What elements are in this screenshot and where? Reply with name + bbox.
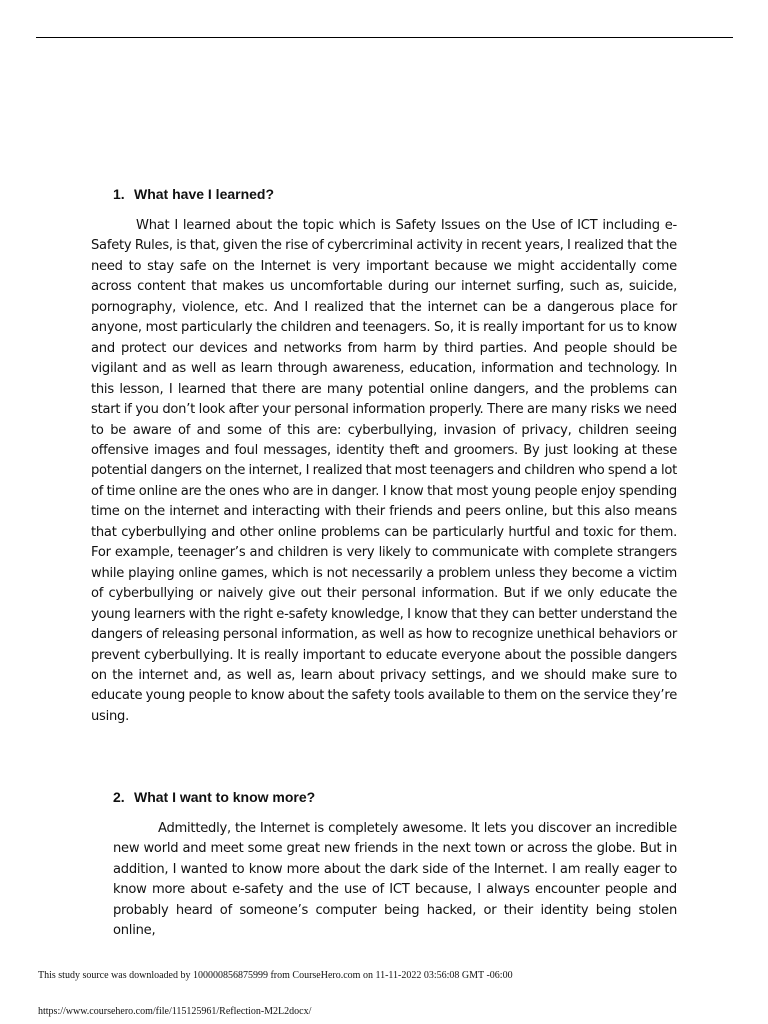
section-1-number: 1.: [113, 186, 125, 202]
download-notice: This study source was downloaded by 100000856875999 from CourseHero.com on 11-11-2022 03:56:08 GMT -06:00: [38, 970, 513, 981]
header-rule: [36, 37, 733, 38]
section-2-body: Admittedly, the Internet is completely awesome. It lets you discover an incredible new world and meet some great new friends in the next town or across the globe. But in addition, I wanted to know more about the dark side of the Internet. I am really eager to know more about e-safety and the use of ICT because, I always encounter people and probably heard of someone’s computer being hacked, or their identity being stolen online,: [113, 821, 677, 939]
section-1-title: What have I learned?: [134, 186, 275, 202]
section-1-body: What I learned about the topic which is Safety Issues on the Use of ICT including e-Safety Rules, is that, given the rise of cybercriminal activity in recent years, I realized that the need to stay safe on the Internet is very important because we might accidentally come across content that makes us uncomfortable during our internet surfing, such as, suicide, pornography, violence, etc. And I realized that the internet can be a dangerous place for anyone, most particularly the children and teenagers. So, it is really important for us to know and protect our devices and networks from harm by third parties. And people should be vigilant and as well as learn through awareness, education, information and technology. In this lesson, I learned that there are many potential online dangers, and the problems can start if you don’t look after your personal information properly. There are many risks we need to be aware of and some of this are: cyberbullying, invasion of privacy, children seeing offensive images and foul messages, identity theft and groomers. By just looking at these potential dangers on the internet, I realized that most teenagers and children who spend a lot of time online are the ones who are in danger. I know that most young people enjoy spending time on the internet and interacting with their friends and peers online, but this also means that cyberbullying and other online problems can be particularly hurtful and toxic for them. For example, teenager’s and children is very likely to communicate with complete strangers while playing online games, which is not necessarily a problem unless they become a victim of cyberbullying or naively give out their personal information. But if we only educate the young learners with the right e-safety knowledge, I know that they can better understand the dangers of releasing personal information, as well as how to recognize unethical behaviors or prevent cyberbullying. It is really important to educate everyone about the possible dangers on the internet and, as well as, learn about privacy settings, and we should make sure to educate young people to know about the safety tools available to them on the service they’re using.: [91, 218, 677, 724]
source-url-link[interactable]: https://www.coursehero.com/file/115125961/Reflection-M2L2docx/: [38, 1006, 312, 1017]
section-2-number: 2.: [113, 789, 125, 805]
section-2-title: What I want to know more?: [134, 789, 316, 805]
section-2-heading: [113, 788, 315, 806]
section-1-heading: [113, 185, 274, 203]
